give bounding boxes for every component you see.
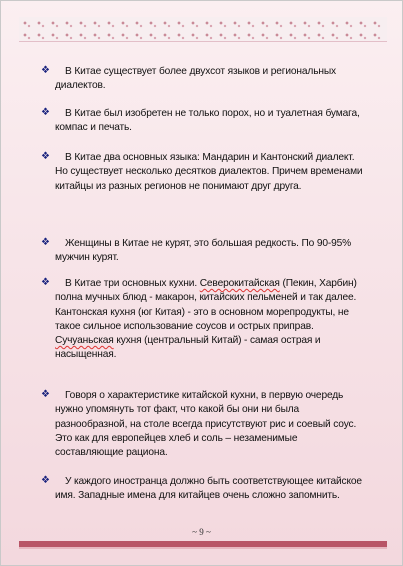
diamond-bullet-icon: ❖ — [41, 475, 50, 486]
item-text: В Китае два основных языка: Мандарин и Кантонский диалект. Но существует несколько десятков диалектов. Причем временами китайцы из разных регионов не понимают друг друга. — [55, 152, 363, 192]
diamond-bullet-icon: ❖ — [41, 151, 50, 162]
diamond-bullet-icon: ❖ — [41, 65, 50, 76]
list-item — [41, 151, 367, 194]
item-text-middle: (Пекин, Харбин) полна мучных блюд - макарон, китайских пельменей и так далее. Кантонская кухня (юг Китая) - это в основном морепродукты, не такое сильное использование соусов и острых приправ. — [55, 278, 357, 332]
list-item — [41, 237, 367, 266]
item-text-end: кухня (центральный Китай) - самая острая и насыщенная. — [55, 335, 321, 361]
page-number: ~ 9 ~ — [192, 527, 211, 537]
diamond-bullet-icon: ❖ — [41, 389, 50, 400]
list-item — [41, 475, 367, 504]
list-item — [41, 277, 367, 363]
diamond-bullet-icon: ❖ — [41, 237, 50, 248]
item-text: У каждого иностранца должно быть соответствующее китайское имя. Западные имена для китайцев очень сложно запомнить. — [55, 476, 362, 502]
list-item — [41, 107, 367, 136]
item-text-start: В Китае три основных кухни. — [65, 278, 200, 289]
list-item — [41, 389, 367, 460]
header-ornament-bar — [19, 17, 387, 42]
list-item — [41, 65, 367, 94]
item-text: Женщины в Китае не курят, это большая редкость. По 90-95% мужчин курят. — [55, 238, 352, 264]
spellcheck-word: Сучуаньская — [55, 335, 114, 347]
spellcheck-word: Северокитайская — [199, 278, 280, 289]
diamond-bullet-icon: ❖ — [41, 107, 50, 118]
footer-bar — [19, 541, 387, 547]
item-text: В Китае был изобретен не только порох, но и туалетная бумага, компас и печать. — [55, 108, 360, 134]
diamond-bullet-icon: ❖ — [41, 277, 50, 288]
item-text: Говоря о характеристике китайской кухни, в первую очередь нужно упомянуть тот факт, что какой бы они ни была разнообразной, на столе всегда присутствуют рис и соевый соус. Это как для европейцев хлеб и соль – незаменимые составляющие рациона. — [55, 390, 357, 459]
item-text: В Китае существует более двухсот языков и региональных диалектов. — [55, 66, 336, 92]
